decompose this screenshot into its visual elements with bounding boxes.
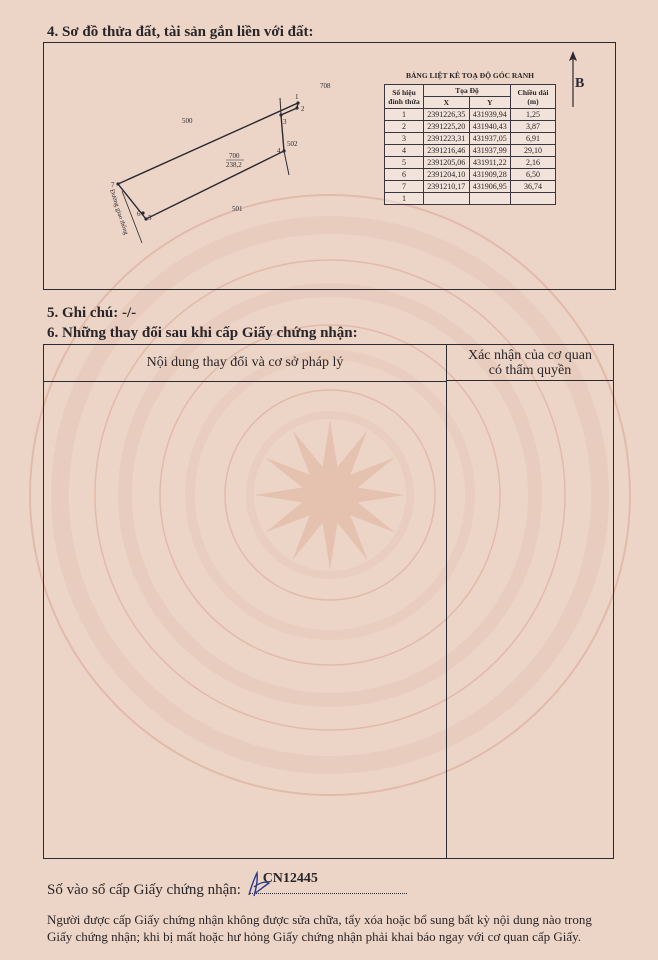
- vertex-label: 7: [111, 181, 115, 189]
- cell-no: 2: [385, 121, 424, 133]
- table-row: [385, 133, 556, 145]
- north-label: B: [575, 76, 585, 91]
- boundary-line: [280, 98, 281, 115]
- cell-no: 1: [385, 193, 424, 205]
- cell-y: 431906,95: [469, 181, 510, 193]
- cell-no: 6: [385, 169, 424, 181]
- vertex-label: 2: [301, 105, 305, 113]
- cell-length: 2,16: [511, 157, 556, 169]
- north-arrow-icon: [562, 49, 586, 109]
- vertex-label: 6: [137, 210, 141, 218]
- vertex-label: 3: [283, 118, 287, 126]
- vertex-label: 1: [295, 93, 299, 101]
- changes-content-cell[interactable]: [44, 382, 446, 858]
- cell-x: 2391226,35: [424, 109, 470, 121]
- vertex-marker: [141, 211, 144, 214]
- register-line: [47, 871, 407, 899]
- coordinate-table-title: BẢNG LIỆT KÊ TOẠ ĐỘ GÓC RANH: [406, 71, 534, 80]
- register-number: CN12445: [262, 871, 318, 886]
- changes-col2-line2: có thẩm quyền: [488, 363, 572, 378]
- cell-length: 1,25: [511, 109, 556, 121]
- cell-x: [424, 193, 470, 205]
- cell-no: 5: [385, 157, 424, 169]
- road-label: Đường giao thông: [108, 188, 130, 236]
- cell-y: [469, 193, 510, 205]
- neighbor-label-501: 501: [232, 205, 243, 213]
- cell-x: 2391204,10: [424, 169, 470, 181]
- signature-initial-icon: [245, 869, 273, 899]
- boundary-line: [284, 151, 289, 175]
- cell-length: [511, 193, 556, 205]
- cell-y: 431939,94: [469, 109, 510, 121]
- cell-x: 2391205,06: [424, 157, 470, 169]
- cell-y: 431909,28: [469, 169, 510, 181]
- neighbor-label-502: 502: [287, 140, 298, 148]
- notice-text: [47, 911, 637, 945]
- vertex-label: 4: [277, 147, 281, 155]
- vertex-marker: [295, 106, 298, 109]
- changes-table: [43, 344, 614, 859]
- cell-x: 2391210,17: [424, 181, 470, 193]
- changes-col1-label: Nội dung thay đổi và cơ sở pháp lý: [146, 355, 344, 370]
- cell-length: 6,50: [511, 169, 556, 181]
- land-plot-sketch: [44, 43, 374, 289]
- parcel-area: 238,2: [226, 161, 242, 169]
- register-label: Số vào sổ cấp Giấy chứng nhận:: [47, 882, 241, 898]
- cell-no: 7: [385, 181, 424, 193]
- cell-length: 29,10: [511, 145, 556, 157]
- cell-y: 431937,99: [469, 145, 510, 157]
- cell-y: 431937,05: [469, 133, 510, 145]
- changes-col2-header: [447, 345, 613, 381]
- th-y: Y: [469, 97, 510, 109]
- table-row: [385, 145, 556, 157]
- neighbor-label-500: 500: [182, 117, 193, 125]
- coordinate-table: [384, 84, 556, 205]
- cell-length: 3,87: [511, 121, 556, 133]
- section4-title: 4. Sơ đồ thửa đất, tài sản gắn liền với đất:: [47, 24, 314, 40]
- th-coord: Tọa Độ: [424, 85, 511, 97]
- vertex-label: 5: [148, 214, 152, 222]
- vertex-marker: [116, 182, 119, 185]
- th-length: Chiều dài (m): [511, 85, 556, 109]
- neighbor-label-708: 708: [320, 82, 331, 90]
- cell-length: 6,91: [511, 133, 556, 145]
- table-row: [385, 169, 556, 181]
- notice-line1: Người được cấp Giấy chứng nhận không được sửa chữa, tẩy xóa hoặc bổ sung bất kỳ nội dung nào trong: [47, 912, 592, 927]
- changes-col2-line1: Xác nhận của cơ quan: [467, 348, 592, 363]
- parcel-outline: [118, 103, 298, 219]
- cell-x: 2391225,20: [424, 121, 470, 133]
- table-row: [385, 157, 556, 169]
- cell-x: 2391216,46: [424, 145, 470, 157]
- cell-x: 2391223,31: [424, 133, 470, 145]
- table-row: [385, 181, 556, 193]
- coordinate-table-block: [384, 71, 556, 205]
- vertex-marker: [282, 149, 285, 152]
- section6-title: 6. Những thay đổi sau khi cấp Giấy chứng nhận:: [47, 325, 358, 341]
- cell-length: 36,74: [511, 181, 556, 193]
- vertex-marker: [296, 101, 299, 104]
- changes-col1-header: [44, 345, 446, 382]
- register-number-field: [249, 871, 407, 894]
- cell-y: 431940,43: [469, 121, 510, 133]
- table-row: [385, 193, 556, 205]
- land-plot-frame: [43, 42, 616, 290]
- cell-y: 431911,22: [469, 157, 510, 169]
- cell-no: 4: [385, 145, 424, 157]
- notice-line2: Giấy chứng nhận; khi bị mất hoặc hư hỏng Giấy chứng nhận phải khai báo ngay với cơ quan cấp Giấy.: [47, 929, 582, 944]
- cell-no: 1: [385, 109, 424, 121]
- section5-title: 5. Ghi chú: -/-: [47, 305, 137, 321]
- th-point: Số hiệu đỉnh thửa: [385, 85, 424, 109]
- authority-confirmation-cell[interactable]: [447, 382, 613, 858]
- parcel-number: 700: [229, 152, 240, 160]
- table-row: [385, 121, 556, 133]
- cell-no: 3: [385, 133, 424, 145]
- th-x: X: [424, 97, 470, 109]
- vertex-marker: [279, 113, 282, 116]
- table-row: [385, 109, 556, 121]
